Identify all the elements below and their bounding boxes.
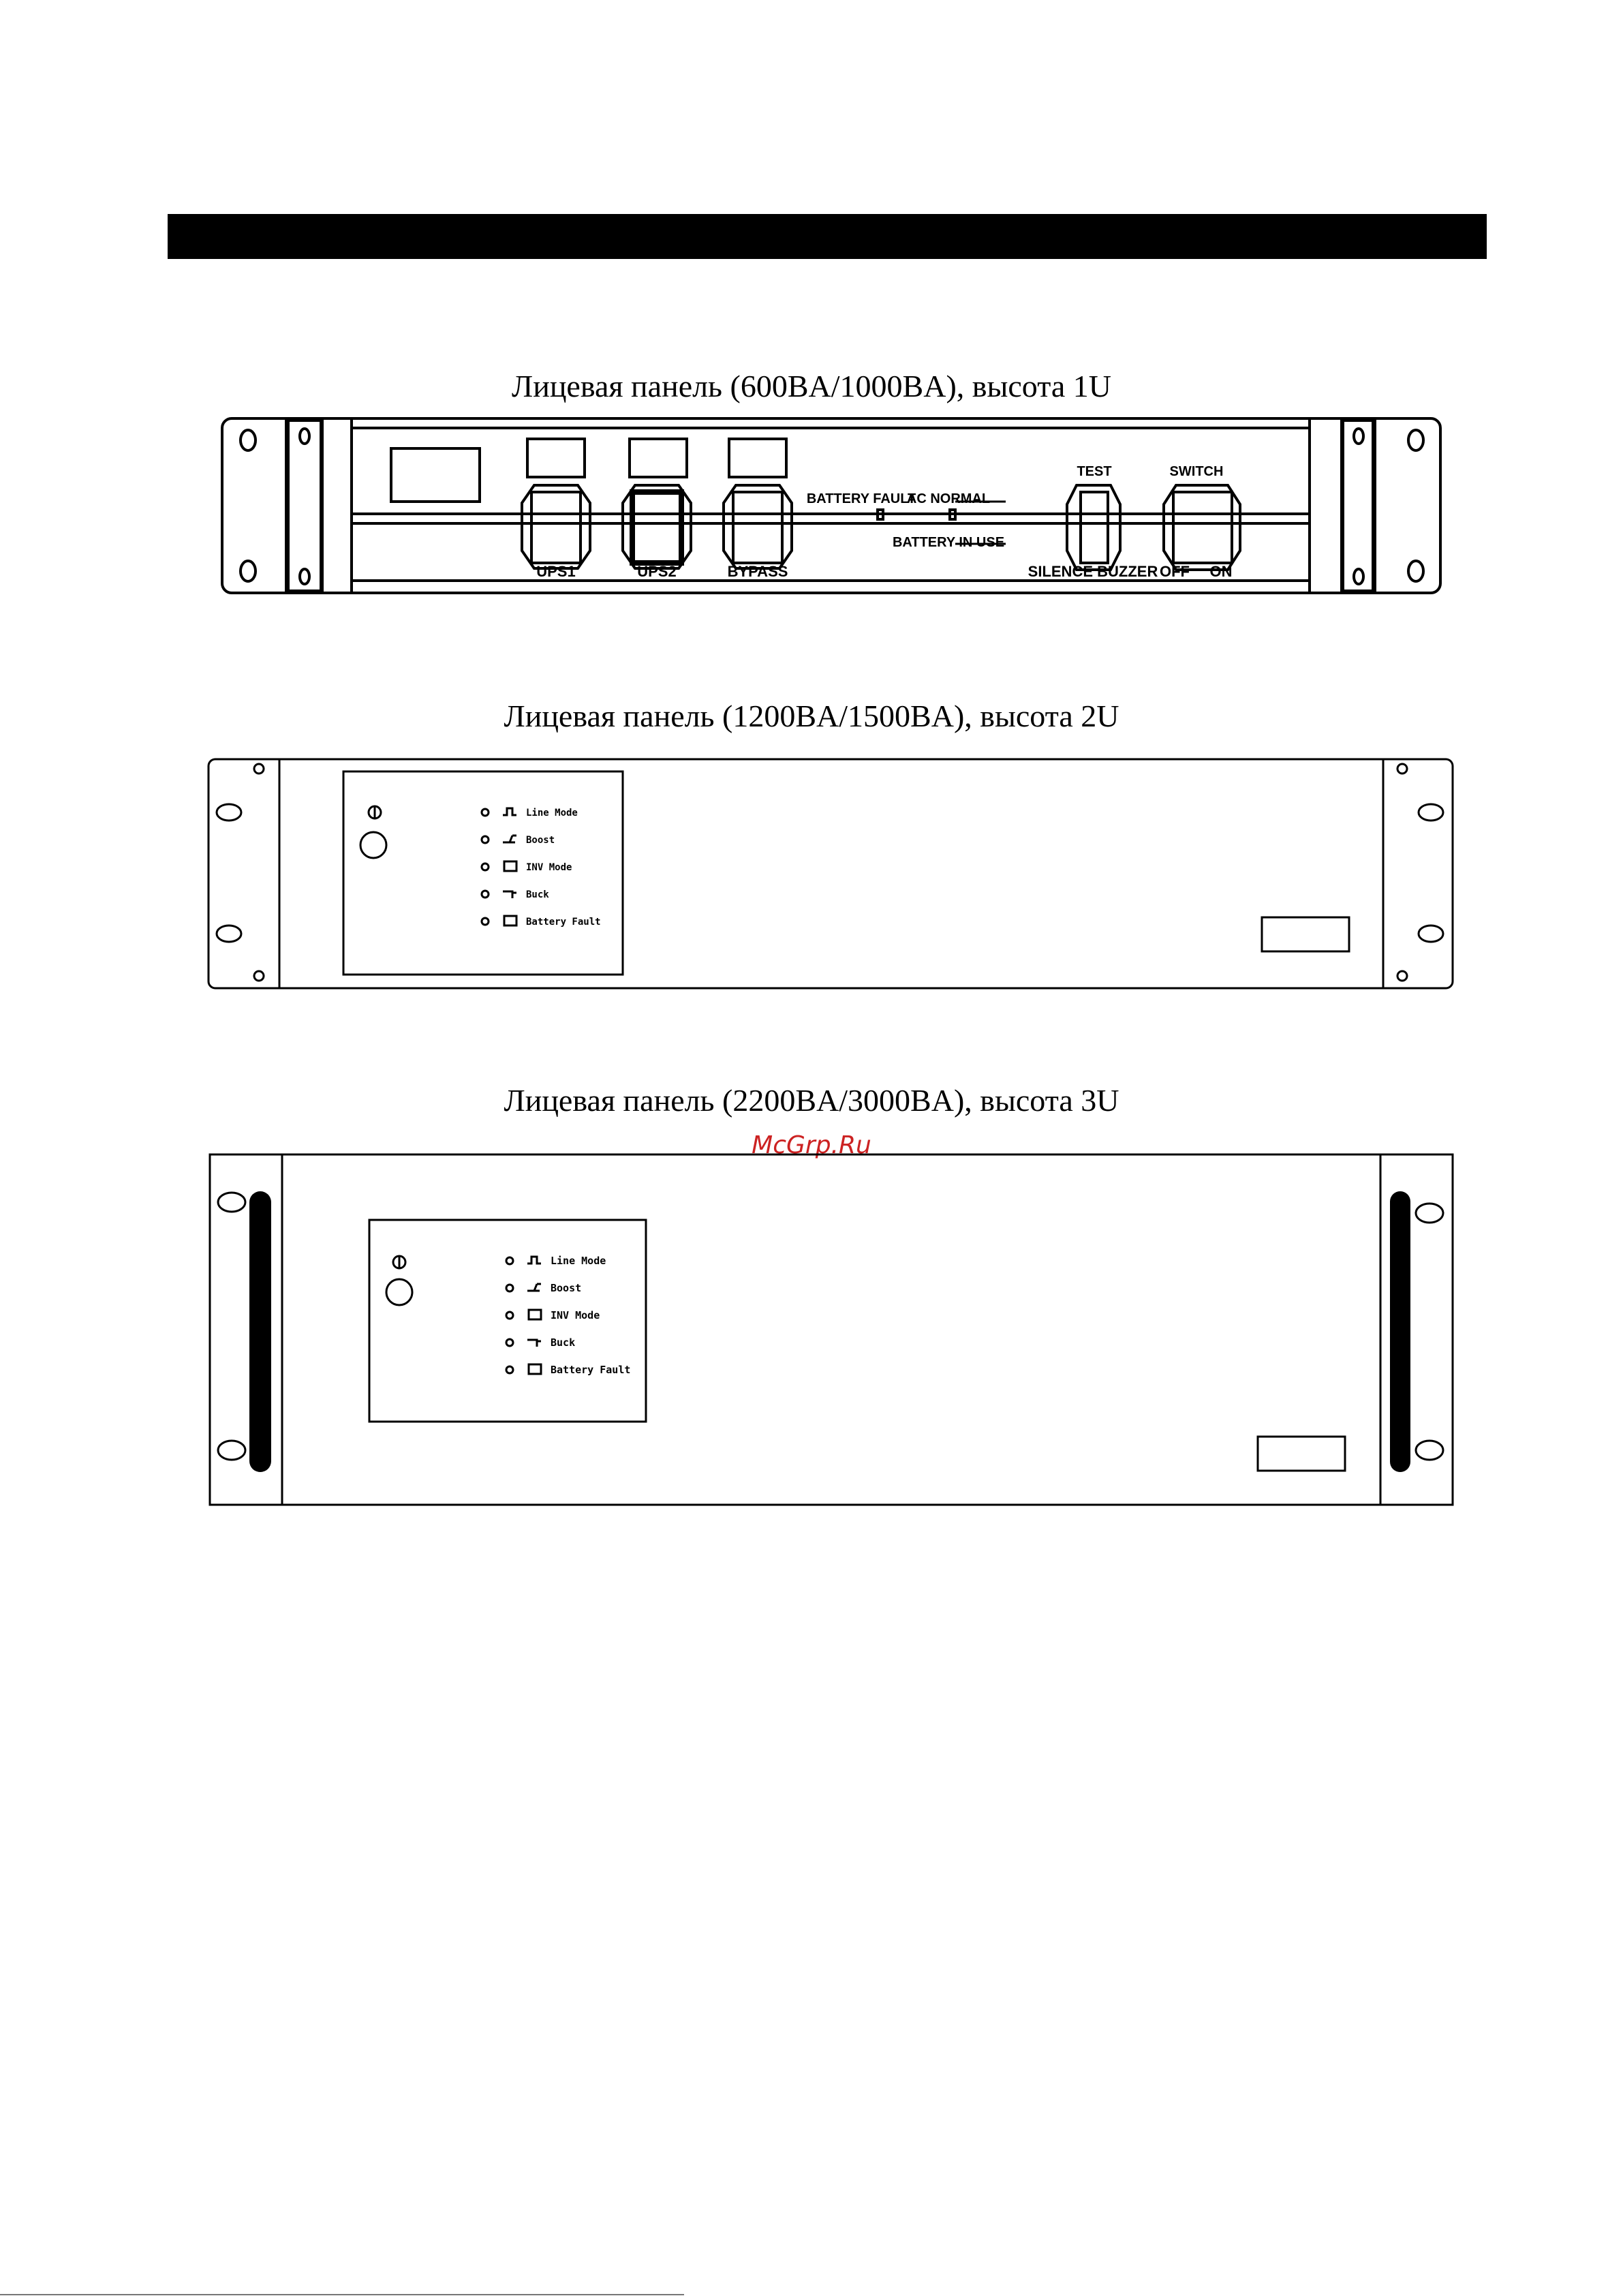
led-inv-mode-2u: INV Mode (526, 862, 572, 873)
panel-1u-drawing (0, 409, 1623, 600)
test-label: TEST (1077, 464, 1112, 479)
led-buck-3u: Buck (551, 1336, 576, 1349)
led-inv-mode-3u: INV Mode (551, 1309, 600, 1321)
panel-2u-title: Лицевая панель (1200BA/1500BA), высота 2U (504, 699, 1119, 733)
ups1-label: UPS1 (536, 563, 576, 580)
led-line-mode-2u: Line Mode (526, 808, 578, 818)
footer-rule (0, 2294, 684, 2295)
ac-normal-label: AC NORMAL (906, 491, 991, 506)
switch-on-label: ON (1209, 563, 1233, 580)
switch-label: SWITCH (1169, 464, 1224, 479)
bypass-label: BYPASS (727, 563, 788, 580)
led-boost-2u: Boost (526, 835, 555, 846)
led-line-mode-3u: Line Mode (551, 1255, 606, 1267)
header-bar (168, 214, 1487, 259)
switch-off-label: OFF (1160, 563, 1190, 580)
battery-fault-label: BATTERY FAULT (806, 491, 916, 506)
panel-3u-title: Лицевая панель (2200BA/3000BA), высота 3U (504, 1083, 1119, 1118)
ups2-label: UPS2 (637, 563, 677, 580)
silence-buzzer-label: SILENCE BUZZER (1027, 563, 1158, 580)
led-battery-fault-2u: Battery Fault (526, 917, 601, 928)
watermark: McGrp.Ru (752, 1131, 871, 1159)
panel-1u-title: Лицевая панель (600BA/1000BA), высота 1U (512, 369, 1111, 403)
led-buck-2u: Buck (526, 889, 549, 900)
battery-in-use-label: BATTERY IN USE (892, 535, 1005, 550)
led-battery-fault-3u: Battery Fault (551, 1364, 631, 1376)
panel-3u-drawing (0, 1145, 1623, 1513)
panel-2u-drawing (0, 750, 1623, 995)
led-boost-3u: Boost (551, 1282, 582, 1294)
